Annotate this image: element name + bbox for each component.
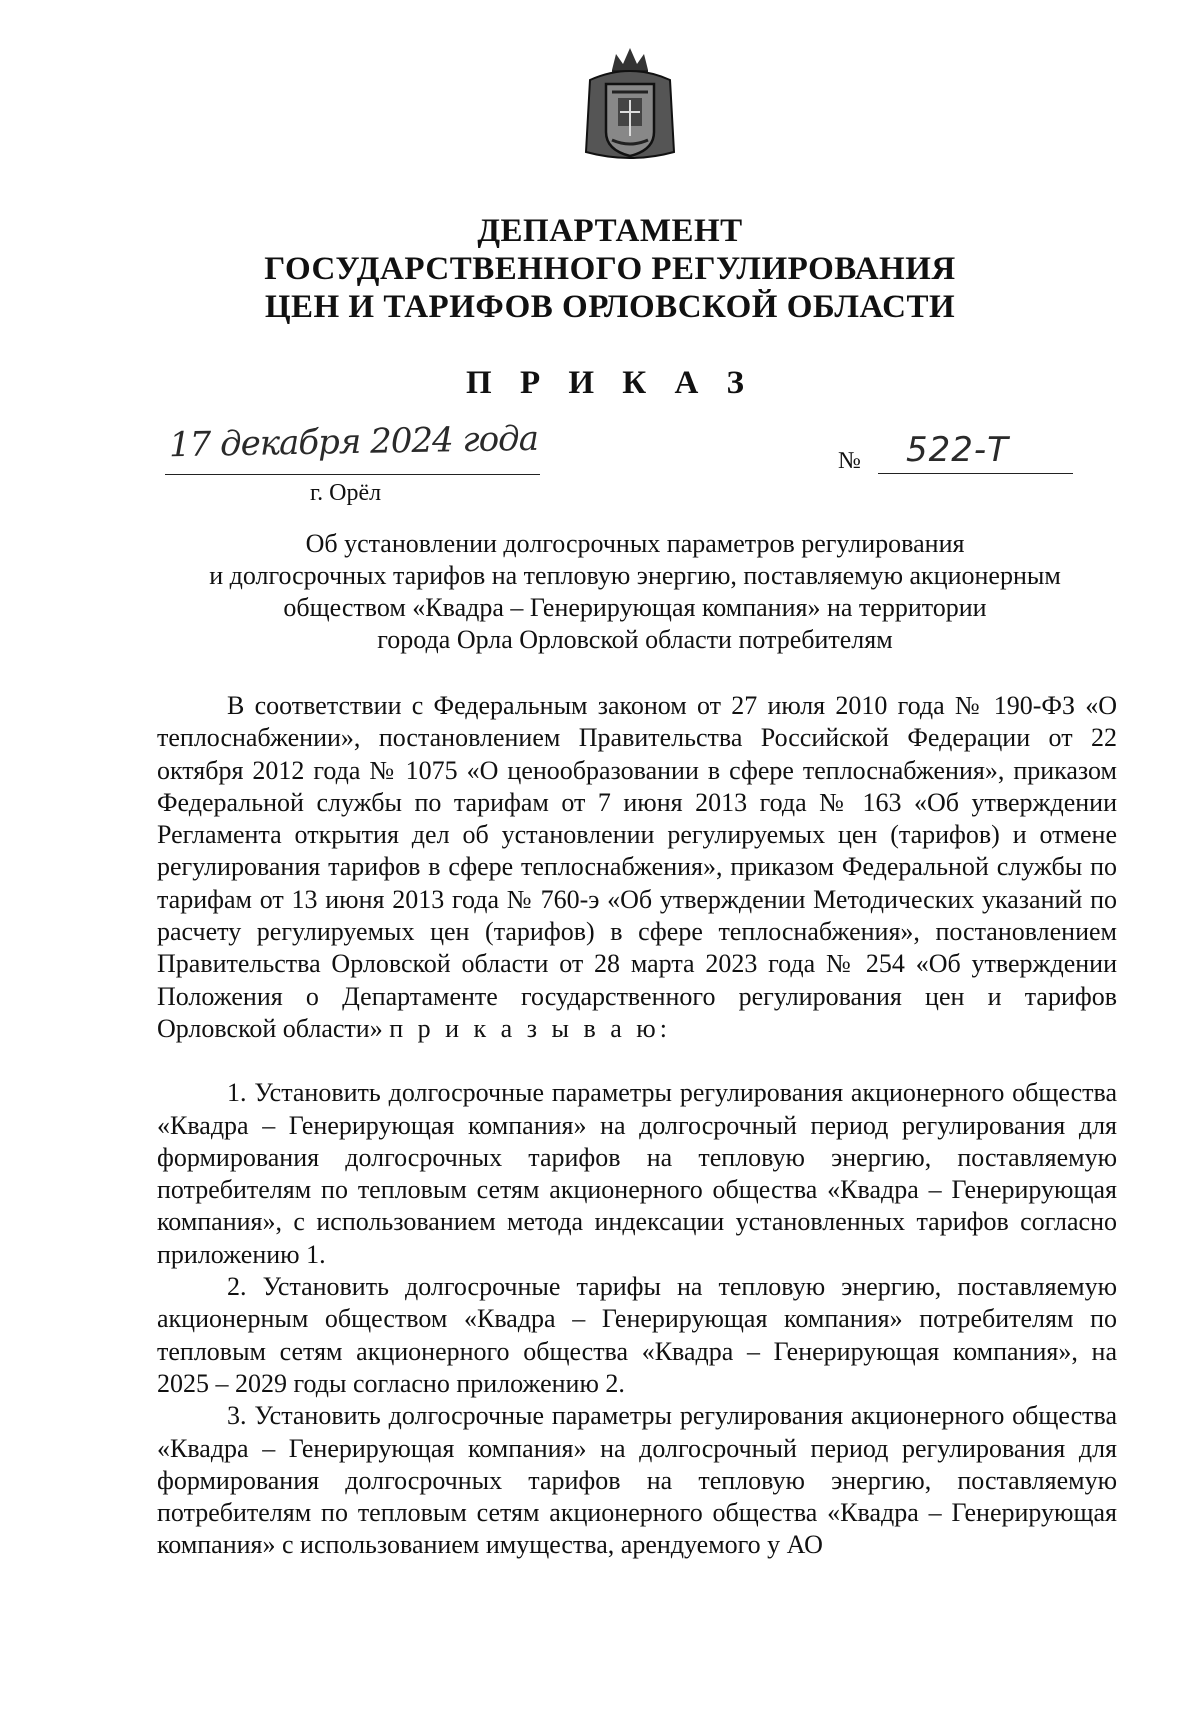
header-line-1: ДЕПАРТАМЕНТ: [477, 213, 743, 249]
subject-line-4: города Орла Орловской области потребителям: [377, 625, 893, 654]
city-label: г. Орёл: [310, 480, 382, 506]
header-line-2: ГОСУДАРСТВЕННОГО РЕГУЛИРОВАНИЯ: [264, 251, 956, 287]
subject-line-1: Об установлении долгосрочных параметров регулирования: [305, 529, 965, 558]
subject-line-3: обществом «Квадра – Генерирующая компания» на территории: [283, 593, 987, 622]
department-header: [200, 212, 1020, 326]
order-title: П Р И К А З: [466, 365, 754, 401]
date-field: [165, 420, 540, 475]
preamble-text: В соответствии с Федеральным законом от 27 июля 2010 года № 190-ФЗ «О теплоснабжении», постановлением Правительства Российской Федерации от 22 октября 2012 года № 1075 «О ценообразовании в сфере теплоснабжения», приказом Федеральной службы по тарифам от 7 июня 2013 года № 163 «Об утверждении Регламента открытия дел об установлении регулируемых цен (тарифов) и отмене регулирования тарифов в сфере теплоснабжения», приказом Федеральной службы по тарифам от 13 июня 2013 года № 760-э «Об утверждении Методических указаний по расчету регулируемых цен (тарифов) в сфере теплоснабжения», постановлением Правительства Орловской области от 28 марта 2023 года № 254 «Об утверждении Положения о Департаменте государственного регулирования цен и тарифов Орловской области»: [157, 691, 1117, 1043]
item-2: 2. Установить долгосрочные тарифы на тепловую энергию, поставляемую акционерным обществом «Квадра – Генерирующая компания» потребителям по тепловым сетям акционерного общества «Квадра – Генерирующая компания», на 2025 – 2029 годы согласно приложению 2.: [157, 1272, 1117, 1398]
subject-line-2: и долгосрочных тарифов на тепловую энергию, поставляемую акционерным: [209, 561, 1061, 590]
order-word: п р и к а з ы в а ю:: [389, 1013, 671, 1043]
item-3: 3. Установить долгосрочные параметры регулирования акционерного общества «Квадра – Генерирующая компания» на долгосрочный период регулирования для формирования долгосрочных тарифов на тепловую энергию, поставляемую потребителям по тепловым сетям акционерного общества «Квадра – Генерирующая компания» с использованием имущества, арендуемого у АО: [157, 1401, 1117, 1560]
preamble-paragraph: [157, 690, 1117, 1045]
item-1: 1. Установить долгосрочные параметры регулирования акционерного общества «Квадра – Генерирующая компания» на долгосрочный период регулирования для формирования долгосрочных тарифов на тепловую энергию, поставляемую потребителям по тепловым сетям акционерного общества «Квадра – Генерирующая компания», с использованием метода индексации установленных тарифов согласно приложению 1.: [157, 1078, 1117, 1269]
handwritten-date: 17 декабря 2024 года: [168, 418, 539, 466]
number-field: [878, 430, 1073, 474]
order-body: [157, 690, 1117, 1562]
handwritten-number: 522-Т: [906, 430, 1009, 470]
coat-of-arms-icon: [582, 40, 678, 170]
number-sign: №: [838, 448, 861, 474]
order-subject: [150, 528, 1120, 656]
header-line-3: ЦЕН И ТАРИФОВ ОРЛОВСКОЙ ОБЛАСТИ: [264, 289, 956, 325]
